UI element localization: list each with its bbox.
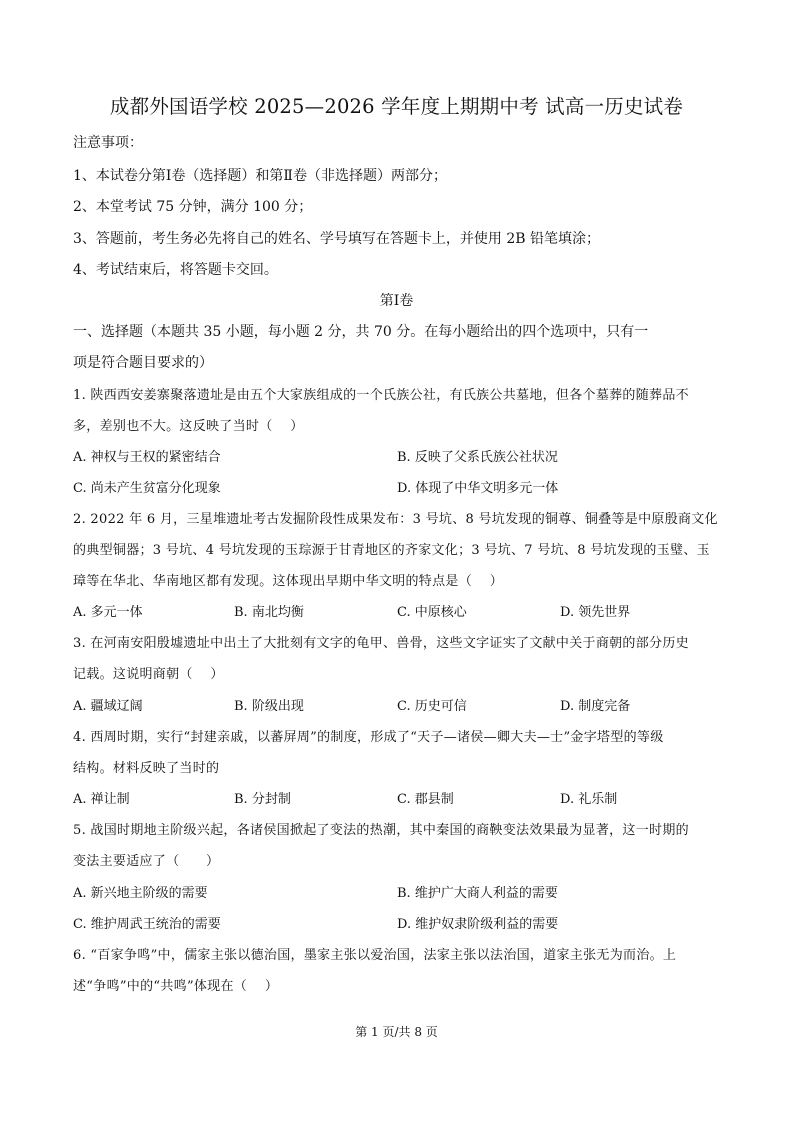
question-stem: 述“争鸣”中的“共鸣”体现在（ ）	[73, 979, 279, 994]
option-a: A. 疆域辽阔	[73, 699, 143, 714]
option-b: B. 阶级出现	[234, 699, 304, 714]
option-b: B. 反映了父系氏族公社状况	[397, 450, 558, 465]
option-d: D. 礼乐制	[560, 792, 618, 807]
question-stem: 6. “百家争鸣”中，儒家主张以德治国，墨家主张以爱治国，法家主张以法治国，道家主张无为而治。上	[73, 948, 677, 963]
option-a: A. 神权与王权的紧密结合	[73, 450, 221, 465]
notice-heading: 注意事项：	[73, 135, 143, 151]
question-stem: 的典型铜器；3 号坑、4 号坑发现的玉琮源于甘青地区的齐家文化；3 号坑、7 号坑、8 号坑发现的玉璧、玉	[73, 543, 710, 558]
notice-item: 4、考试结束后，将答题卡交回。	[73, 262, 278, 278]
question-stem: 多，差别也不大。这反映了当时（ ）	[73, 419, 304, 434]
question-stem: 3. 在河南安阳殷墟遗址中出土了大批刻有文字的龟甲、兽骨，这些文字证实了文献中关于商朝的部分历史	[73, 636, 689, 651]
question-stem: 1. 陕西西安姜寨聚落遗址是由五个大家族组成的一个氏族公社，有氏族公共墓地，但各个墓葬的随葬品不	[73, 388, 689, 403]
exam-title: 成都外国语学校 2025—2026 学年度上期期中考 试高一历史试卷	[109, 95, 684, 118]
option-d: D. 制度完备	[560, 699, 631, 714]
part-instructions: 一、选择题（本题共 35 小题，每小题 2 分，共 70 分。在每小题给出的四个选项中，只有一	[73, 324, 649, 340]
question-stem: 5. 战国时期地主阶级兴起，各诸侯国掀起了变法的热潮，其中秦国的商鞅变法效果最为显著，这一时期的	[73, 823, 689, 838]
option-c: C. 维护周武王统治的需要	[73, 917, 221, 932]
question-stem: 2. 2022 年 6 月，三星堆遗址考古发掘阶段性成果发布：3 号坑、8 号坑发现的铜尊、铜叠等是中原殷商文化	[73, 512, 718, 527]
question-stem: 结构。材料反映了当时的	[73, 761, 220, 776]
page-footer: 第 1 页/共 8 页	[355, 1025, 438, 1039]
option-d: D. 体现了中华文明多元一体	[397, 481, 559, 496]
option-b: B. 维护广大商人利益的需要	[397, 886, 558, 901]
option-b: B. 南北均衡	[234, 605, 304, 620]
question-stem: 璋等在华北、华南地区都有发现。这体现出早期中华文明的特点是（ ）	[73, 574, 504, 589]
option-d: D. 维护奴隶阶级利益的需要	[397, 917, 559, 932]
option-c: C. 尚未产生贫富分化现象	[73, 481, 221, 496]
option-d: D. 领先世界	[560, 605, 631, 620]
question-stem: 变法主要适应了（ ）	[73, 854, 220, 869]
option-c: C. 郡县制	[397, 792, 454, 807]
option-a: A. 多元一体	[73, 605, 143, 620]
question-stem: 记载。这说明商朝（ ）	[73, 667, 224, 682]
notice-item: 1、本试卷分第Ⅰ卷（选择题）和第Ⅱ卷（非选择题）两部分；	[73, 168, 447, 184]
option-c: C. 历史可信	[397, 699, 467, 714]
option-a: A. 新兴地主阶级的需要	[73, 886, 208, 901]
notice-item: 2、本堂考试 75 分钟，满分 100 分；	[73, 199, 313, 215]
option-a: A. 禅让制	[73, 792, 130, 807]
part-instructions: 项是符合题目要求的）	[73, 355, 213, 371]
notice-item: 3、答题前，考生务必先将自己的姓名、学号填写在答题卡上，并使用 2B 铅笔填涂；	[73, 231, 601, 247]
section-title: 第Ⅰ卷	[379, 293, 414, 309]
option-c: C. 中原核心	[397, 605, 467, 620]
question-stem: 4. 西周时期，实行“封建亲戚，以蕃屏周”的制度，形成了“天子—诸侯—卿大夫—士”金字塔型的等级	[73, 730, 664, 745]
option-b: B. 分封制	[234, 792, 291, 807]
